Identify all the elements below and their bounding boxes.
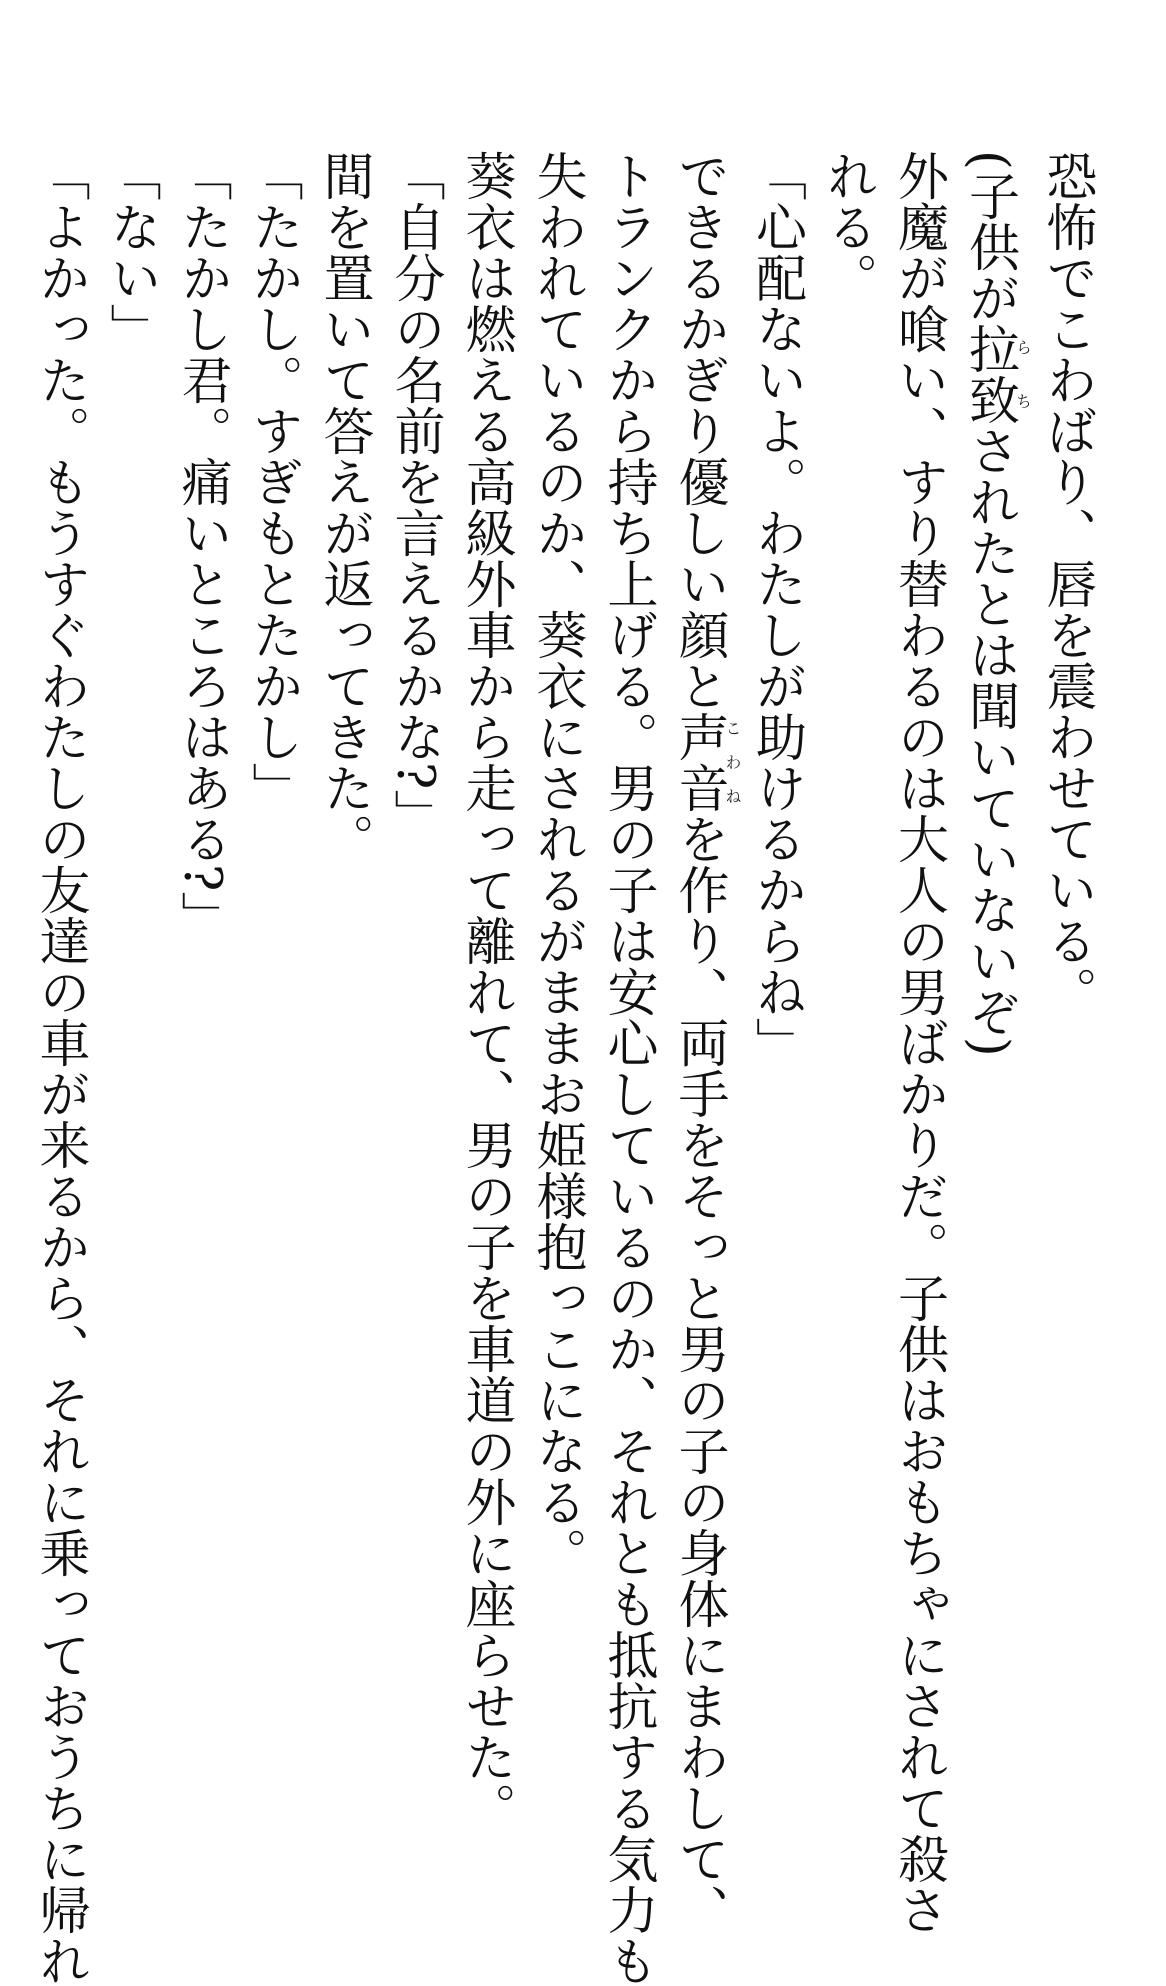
- text-line: 外魔が喰い、すり替わるのは大人の男ばかりだ。子供はおもちゃにされて殺さ: [888, 150, 948, 1935]
- text-line: 間を置いて答えが返ってきた。: [314, 150, 373, 864]
- text-line: 恐怖でこわばり、唇を震わせている。: [1037, 150, 1096, 1017]
- text-line: (子供が拉致らちされたとは聞いていないぞ): [959, 150, 1033, 1057]
- text-line: れる。: [817, 150, 877, 303]
- ruby-annotation: 拉致らち: [959, 322, 1033, 425]
- ruby-annotation: 声音こわね: [669, 711, 742, 813]
- text-line: 「心配ないよ。わたしが助けるからね」: [746, 150, 806, 1068]
- text-line: 失われているのか、葵衣にされるがままお姫様抱っこになる。: [527, 150, 586, 1578]
- text-line: できるかぎり優しい顔と声音こわねを作り、両手をそっと男の子の身体にまわして、: [669, 150, 742, 1935]
- text-line: トランクから持ち上げる。男の子は安心しているのか、それとも抵抗する気力も: [598, 150, 657, 1986]
- text-line: 葵衣は燃える高級外車から走って離れて、男の子を車道の外に座らせた。: [456, 150, 515, 1833]
- text-line: 「よかった。もうすぐわたしの友達の車が来るから、それに乗っておうちに帰れ: [30, 150, 89, 1986]
- text-line: 「たかし君。痛いところはある?」: [172, 150, 231, 943]
- text-line: 「自分の名前を言えるかな?」: [385, 150, 444, 841]
- text-line: 「ない」: [101, 150, 160, 354]
- vertical-text-body: [24, 150, 1102, 1986]
- text-line: 「たかし。すぎもとたかし」: [243, 150, 302, 813]
